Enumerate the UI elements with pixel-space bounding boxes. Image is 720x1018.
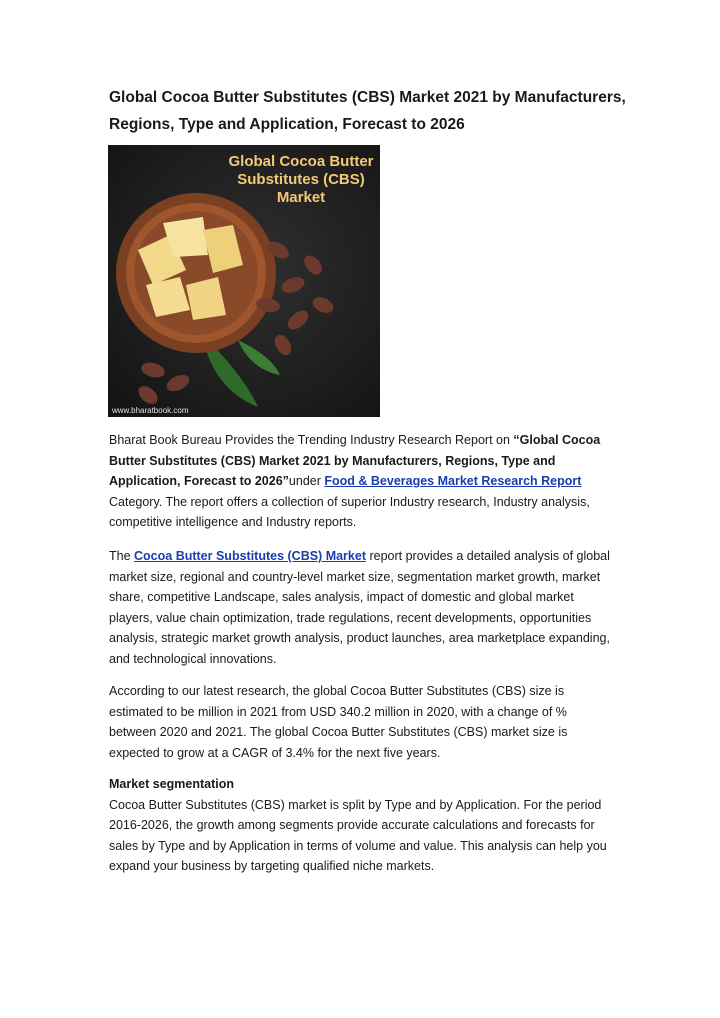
page-title: Global Cocoa Butter Substitutes (CBS) Market 2021 by Manufacturers, Regions, Type and Application, Forecast to 2026 <box>109 89 626 133</box>
hero-caption: Global Cocoa Butter Substitutes (CBS) Market <box>228 153 374 206</box>
market-link[interactable]: Cocoa Butter Substitutes (CBS) Market <box>134 549 366 563</box>
overview-tail: report provides a detailed analysis of global market size, regional and country-level market size, segmentation market growth, market share, competitive Landscape, sales analysis, impact of domestic and global market players, value chain optimization, trade regulations, recent developments, opportunities analysis, strategic market growth analysis, product launches, area marketplace expanding, and technological innovations. <box>109 549 610 666</box>
research-paragraph: According to our latest research, the global Cocoa Butter Substitutes (CBS) size is estimated to be million in 2021 from USD 340.2 million in 2020, with a change of % between 2020 and 2021. The global Cocoa Butter Substitutes (CBS) market size is expected to grow at a CAGR of 3.4% for the next five years. <box>109 684 568 760</box>
segmentation-body: Cocoa Butter Substitutes (CBS) market is split by Type and by Application. For the period 2016-2026, the growth among segments provide accurate calculations and forecasts for sales by Type and by Application in terms of volume and value. This analysis can help you expand your business by targeting qualified niche markets. <box>109 797 607 873</box>
segmentation-heading: Market segmentation <box>109 777 235 791</box>
overview-lead: The <box>109 549 135 563</box>
intro-tail: Category. The report offers a collection of superior Industry research, Industry analysis, competitive intelligence and Industry reports. <box>109 494 590 529</box>
intro-paragraph <box>109 430 614 533</box>
segmentation-section <box>109 774 614 877</box>
hero-image <box>108 145 380 417</box>
intro-lead: Bharat Book Bureau Provides the Trending Industry Research Report on <box>109 433 514 447</box>
overview-paragraph <box>109 546 614 669</box>
report-title-bold: “Global Cocoa Butter Substitutes (CBS) Market 2021 by Manufacturers, Regions, Type and Application, Forecast to 2026” <box>109 433 601 488</box>
leaf-icon <box>238 340 280 375</box>
hero-url: www.bharatbook.com <box>112 406 189 415</box>
intro-under: under <box>288 474 325 488</box>
category-link[interactable]: Food & Beverages Market Research Report <box>324 474 582 488</box>
